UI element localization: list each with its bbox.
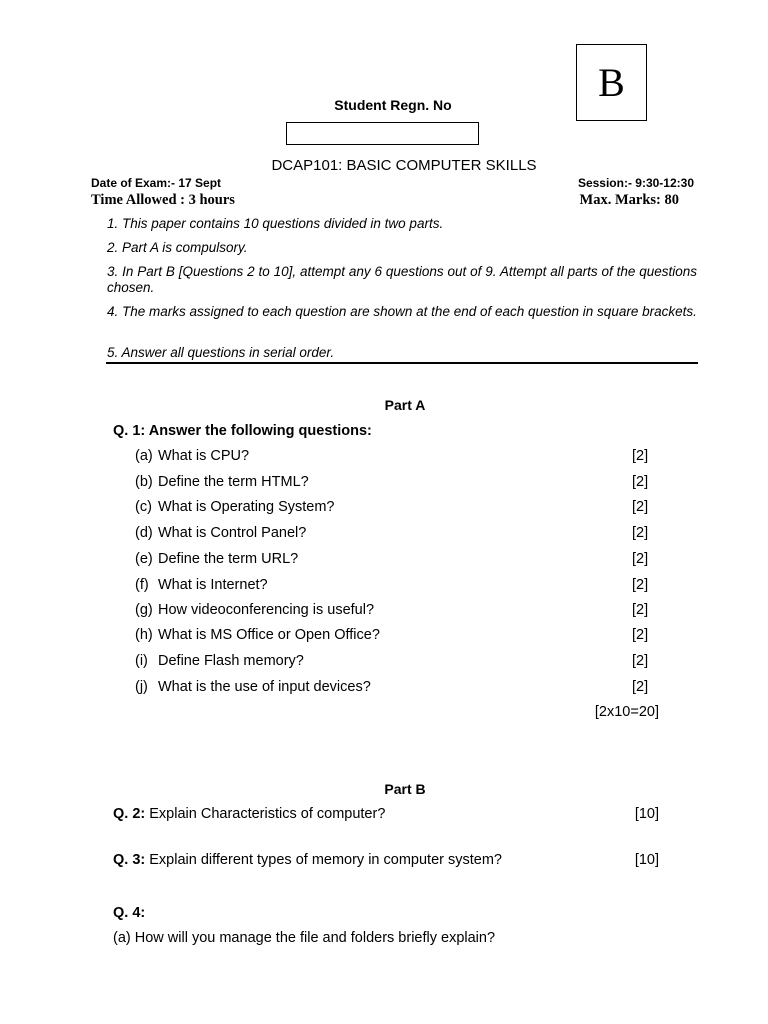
q1-item-b: (b) Define the term HTML? <box>135 474 309 490</box>
session: Session:- 9:30-12:30 <box>577 176 694 190</box>
q3: Q. 3: Explain different types of memory in computer system? <box>113 852 502 868</box>
q2-marks: [10] <box>634 806 659 822</box>
q1-item-f-marks: [2] <box>632 577 649 593</box>
regn-number-box <box>286 122 479 145</box>
q1-item-i-marks: [2] <box>632 653 649 669</box>
q3-marks: [10] <box>634 852 659 868</box>
max-marks: Max. Marks: 80 <box>579 192 679 208</box>
q1-item-d: (d) What is Control Panel? <box>135 525 307 541</box>
instruction-3: 3. In Part B [Questions 2 to 10], attempt any 6 questions out of 9. Attempt all parts of the questions chosen. <box>107 264 697 295</box>
q1-item-d-marks: [2] <box>632 525 649 541</box>
q1-item-a-marks: [2] <box>632 448 649 464</box>
q1-item-g-marks: [2] <box>632 602 649 618</box>
q1-item-g: (g) How videoconferencing is useful? <box>135 602 375 618</box>
regn-label: Student Regn. No <box>334 97 452 113</box>
q1-item-e-marks: [2] <box>632 551 649 567</box>
q1-item-j: (j) What is the use of input devices? <box>135 679 371 695</box>
q1-item-h-marks: [2] <box>632 627 649 643</box>
header-divider <box>106 362 698 364</box>
set-code: B <box>598 60 625 105</box>
time-allowed: Time Allowed : 3 hours <box>91 192 235 208</box>
q4-sub-a: (a) How will you manage the file and folders briefly explain? <box>113 930 496 946</box>
instruction-1: 1. This paper contains 10 questions divided in two parts. <box>107 216 444 231</box>
q1-item-b-marks: [2] <box>632 474 649 490</box>
part-b-title: Part B <box>384 781 426 797</box>
q1-item-e: (e) Define the term URL? <box>135 551 299 567</box>
q1-item-h: (h) What is MS Office or Open Office? <box>135 627 380 643</box>
q1-item-i: (i) Define Flash memory? <box>135 653 304 669</box>
q1-item-a: (a) What is CPU? <box>135 448 250 464</box>
instruction-4: 4. The marks assigned to each question are shown at the end of each question in square brackets. <box>107 304 697 319</box>
q1-item-j-marks: [2] <box>632 679 649 695</box>
q1-heading: Q. 1: Answer the following questions: <box>113 423 372 439</box>
part-a-title: Part A <box>384 397 426 413</box>
part-a-total-marks: [2x10=20] <box>594 704 659 720</box>
q1-item-c: (c) What is Operating System? <box>135 499 335 515</box>
instruction-5: 5. Answer all questions in serial order. <box>107 345 335 360</box>
date-of-exam: Date of Exam:- 17 Sept <box>91 176 222 190</box>
course-title: DCAP101: BASIC COMPUTER SKILLS <box>271 157 537 174</box>
instruction-2: 2. Part A is compulsory. <box>107 240 248 255</box>
q2: Q. 2: Explain Characteristics of computer? <box>113 806 386 822</box>
q1-item-c-marks: [2] <box>632 499 649 515</box>
q4-heading: Q. 4: <box>113 905 146 921</box>
q1-item-f: (f) What is Internet? <box>135 577 268 593</box>
